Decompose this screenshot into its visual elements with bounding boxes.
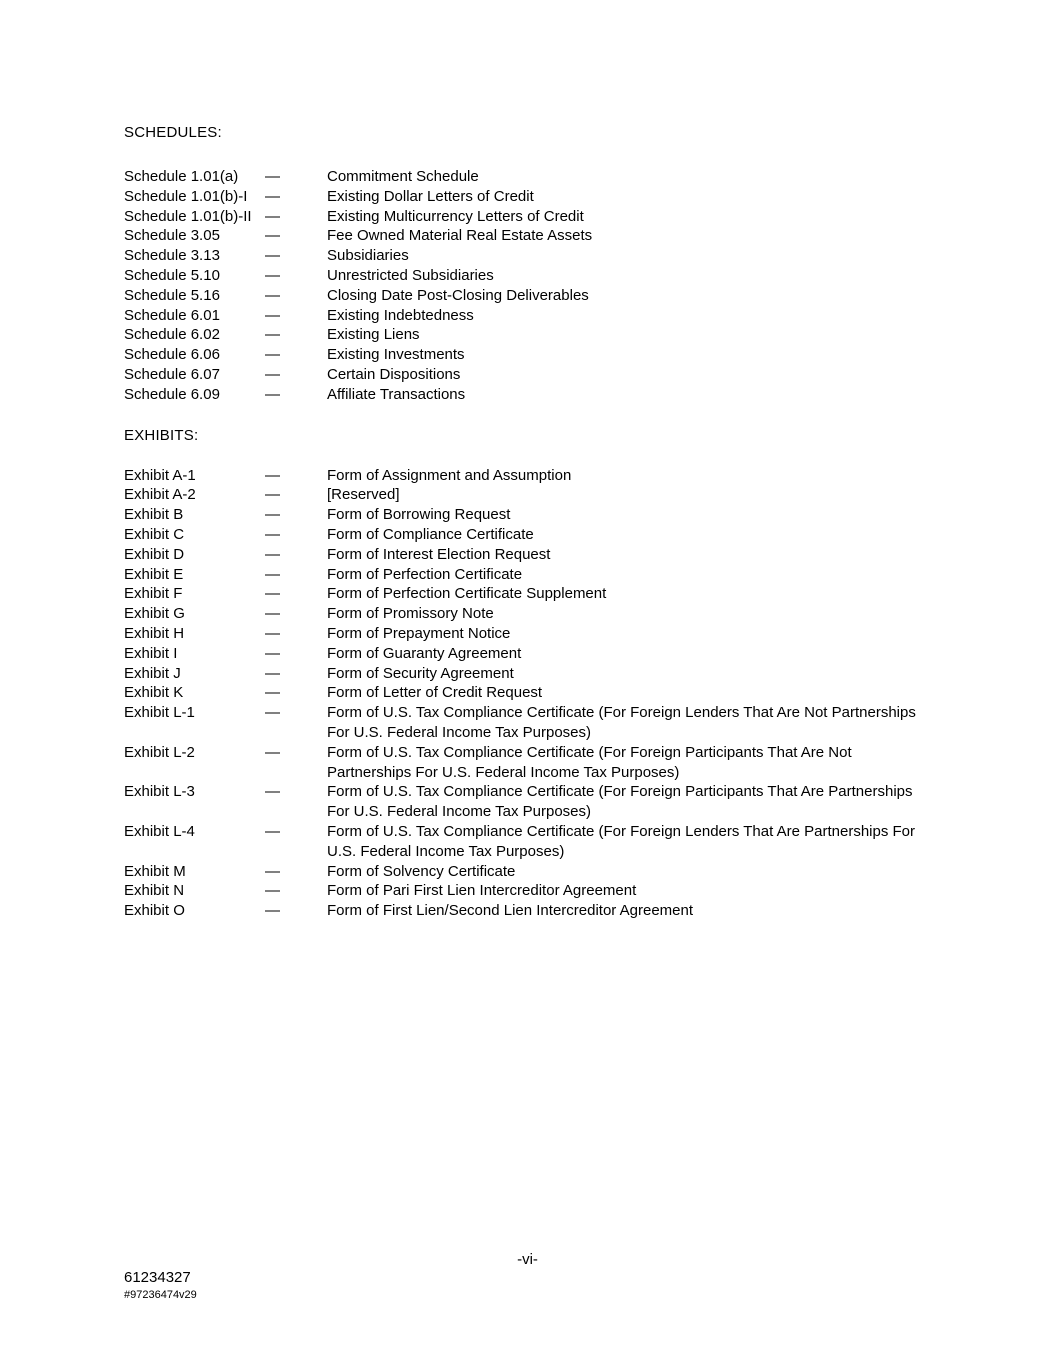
schedule-description: Existing Multicurrency Letters of Credit: [327, 207, 584, 225]
exhibit-row: [124, 822, 1055, 862]
schedule-description: Subsidiaries: [327, 247, 409, 265]
exhibit-description: Form of Perfection Certificate Supplement: [327, 585, 607, 603]
schedule-label: Schedule 1.01(a): [124, 168, 239, 185]
schedule-label: Schedule 6.06: [124, 346, 220, 364]
exhibit-description: Form of Perfection Certificate: [327, 565, 523, 583]
exhibit-row: [124, 466, 1055, 486]
exhibit-row: [124, 604, 1055, 624]
exhibit-label: Exhibit M: [124, 862, 186, 880]
exhibit-row: [124, 901, 1055, 921]
exhibit-row: [124, 862, 1055, 882]
exhibit-label: Exhibit E: [124, 565, 184, 583]
exhibit-row: [124, 624, 1055, 644]
dash-separator: —: [265, 525, 280, 543]
schedule-row: [124, 207, 1055, 227]
schedule-description: Certain Dispositions: [327, 365, 461, 383]
exhibit-label: Exhibit K: [124, 684, 184, 702]
exhibit-label: Exhibit G: [124, 605, 185, 623]
schedules-list: [124, 167, 1055, 405]
dash-separator: —: [265, 684, 280, 702]
footer-document-id: 61234327: [124, 1269, 191, 1286]
schedule-row: [124, 246, 1055, 266]
schedule-description: Existing Indebtedness: [327, 306, 474, 324]
exhibit-label: Exhibit L-2: [124, 743, 195, 761]
exhibits-heading: EXHIBITS:: [124, 426, 199, 444]
schedule-description: Fee Owned Material Real Estate Assets: [327, 227, 593, 245]
exhibit-label: Exhibit O: [124, 902, 185, 920]
dash-separator: —: [265, 227, 280, 245]
schedule-row: [124, 325, 1055, 345]
exhibit-description: Form of Promissory Note: [327, 605, 494, 623]
exhibit-row: [124, 565, 1055, 585]
exhibit-row: [124, 743, 1055, 783]
dash-separator: —: [265, 585, 280, 603]
schedule-label: Schedule 5.16: [124, 286, 220, 304]
dash-separator: —: [265, 664, 280, 682]
exhibit-row: [124, 683, 1055, 703]
dash-separator: —: [265, 506, 280, 524]
schedule-row: [124, 306, 1055, 326]
dash-separator: —: [265, 286, 280, 304]
dash-separator: —: [265, 862, 280, 880]
dash-separator: —: [265, 326, 280, 344]
dash-separator: —: [265, 486, 280, 504]
schedule-row: [124, 385, 1055, 405]
exhibit-description: Form of Guaranty Agreement: [327, 644, 522, 662]
exhibit-description: Form of Letter of Credit Request: [327, 684, 543, 702]
exhibit-description: Form of Prepayment Notice: [327, 624, 511, 642]
dash-separator: —: [265, 624, 280, 642]
schedule-row: [124, 167, 1055, 187]
exhibit-label: Exhibit J: [124, 664, 181, 682]
dash-separator: —: [265, 365, 280, 383]
schedule-label: Schedule 3.13: [124, 247, 220, 265]
schedule-label: Schedule 1.01(b)-II: [124, 207, 252, 225]
exhibit-label: Exhibit I: [124, 644, 178, 662]
dash-separator: —: [265, 704, 280, 722]
exhibit-row: [124, 782, 1055, 822]
exhibit-row: [124, 703, 1055, 743]
schedule-description: Closing Date Post-Closing Deliverables: [327, 286, 589, 304]
dash-separator: —: [265, 466, 280, 484]
exhibit-description: Form of First Lien/Second Lien Intercreditor Agreement: [327, 902, 694, 920]
exhibit-row: [124, 545, 1055, 565]
dash-separator: —: [265, 266, 280, 284]
exhibit-description: Form of Solvency Certificate: [327, 862, 516, 880]
schedule-description: Affiliate Transactions: [327, 385, 466, 403]
exhibit-description: Form of U.S. Tax Compliance Certificate (For Foreign Participants That Are Not Partnerships For U.S. Federal Income Tax Purposes): [327, 743, 852, 781]
exhibit-description: Form of U.S. Tax Compliance Certificate (For Foreign Lenders That Are Partnerships For U.S. Federal Income Tax Purposes): [327, 822, 916, 860]
exhibit-row: [124, 881, 1055, 901]
exhibit-description: Form of Assignment and Assumption: [327, 466, 572, 484]
exhibit-description: Form of Pari First Lien Intercreditor Agreement: [327, 882, 637, 900]
schedule-row: [124, 345, 1055, 365]
dash-separator: —: [265, 822, 280, 840]
exhibit-row: [124, 485, 1055, 505]
exhibit-row: [124, 505, 1055, 525]
schedule-row: [124, 286, 1055, 306]
exhibit-description: [Reserved]: [327, 486, 400, 504]
schedule-description: Unrestricted Subsidiaries: [327, 266, 494, 284]
exhibit-label: Exhibit L-3: [124, 783, 195, 801]
schedule-row: [124, 266, 1055, 286]
dash-separator: —: [265, 187, 280, 205]
dash-separator: —: [265, 346, 280, 364]
schedule-label: Schedule 6.02: [124, 326, 220, 344]
exhibit-label: Exhibit D: [124, 545, 185, 563]
exhibit-label: Exhibit A-2: [124, 486, 196, 504]
schedule-label: Schedule 1.01(b)-I: [124, 187, 248, 205]
dash-separator: —: [265, 644, 280, 662]
schedules-heading: SCHEDULES:: [124, 124, 222, 141]
schedule-label: Schedule 3.05: [124, 227, 220, 245]
schedule-label: Schedule 6.01: [124, 306, 220, 324]
dash-separator: —: [265, 783, 280, 801]
exhibit-description: Form of Interest Election Request: [327, 545, 551, 563]
exhibit-description: Form of Borrowing Request: [327, 506, 511, 524]
schedule-description: Existing Liens: [327, 326, 420, 344]
exhibit-description: Form of Security Agreement: [327, 664, 514, 682]
exhibits-list: [124, 466, 1055, 921]
dash-separator: —: [265, 306, 280, 324]
schedule-label: Schedule 5.10: [124, 266, 220, 284]
exhibit-label: Exhibit H: [124, 624, 185, 642]
dash-separator: —: [265, 565, 280, 583]
schedule-label: Schedule 6.07: [124, 365, 220, 383]
dash-separator: —: [265, 247, 280, 265]
schedule-description: Existing Dollar Letters of Credit: [327, 187, 534, 205]
exhibit-description: Form of U.S. Tax Compliance Certificate (For Foreign Lenders That Are Not Partnerships For U.S. Federal Income Tax Purposes): [327, 704, 916, 741]
exhibit-label: Exhibit L-4: [124, 822, 195, 840]
exhibit-label: Exhibit N: [124, 882, 185, 900]
dash-separator: —: [265, 882, 280, 900]
dash-separator: —: [265, 545, 280, 563]
exhibit-row: [124, 525, 1055, 545]
exhibit-row: [124, 664, 1055, 684]
exhibit-row: [124, 644, 1055, 664]
exhibit-label: Exhibit A-1: [124, 466, 196, 484]
schedule-label: Schedule 6.09: [124, 385, 220, 403]
dash-separator: —: [265, 605, 280, 623]
footer-document-version: #97236474v29: [124, 1289, 197, 1301]
exhibit-label: Exhibit F: [124, 585, 183, 603]
schedule-row: [124, 365, 1055, 385]
schedule-description: Existing Investments: [327, 346, 465, 364]
schedule-description: Commitment Schedule: [327, 168, 479, 185]
dash-separator: —: [265, 902, 280, 920]
schedule-row: [124, 226, 1055, 246]
exhibit-label: Exhibit L-1: [124, 704, 195, 722]
exhibit-description: Form of Compliance Certificate: [327, 525, 534, 543]
page-number: -vi-: [517, 1251, 538, 1268]
dash-separator: —: [265, 743, 280, 761]
exhibit-description: Form of U.S. Tax Compliance Certificate (For Foreign Participants That Are Partnerships For U.S. Federal Income Tax Purposes): [327, 783, 913, 821]
schedule-row: [124, 187, 1055, 207]
dash-separator: —: [265, 385, 280, 403]
exhibit-label: Exhibit C: [124, 525, 185, 543]
exhibit-row: [124, 584, 1055, 604]
exhibit-label: Exhibit B: [124, 506, 184, 524]
dash-separator: —: [265, 207, 280, 225]
dash-separator: —: [265, 168, 280, 185]
